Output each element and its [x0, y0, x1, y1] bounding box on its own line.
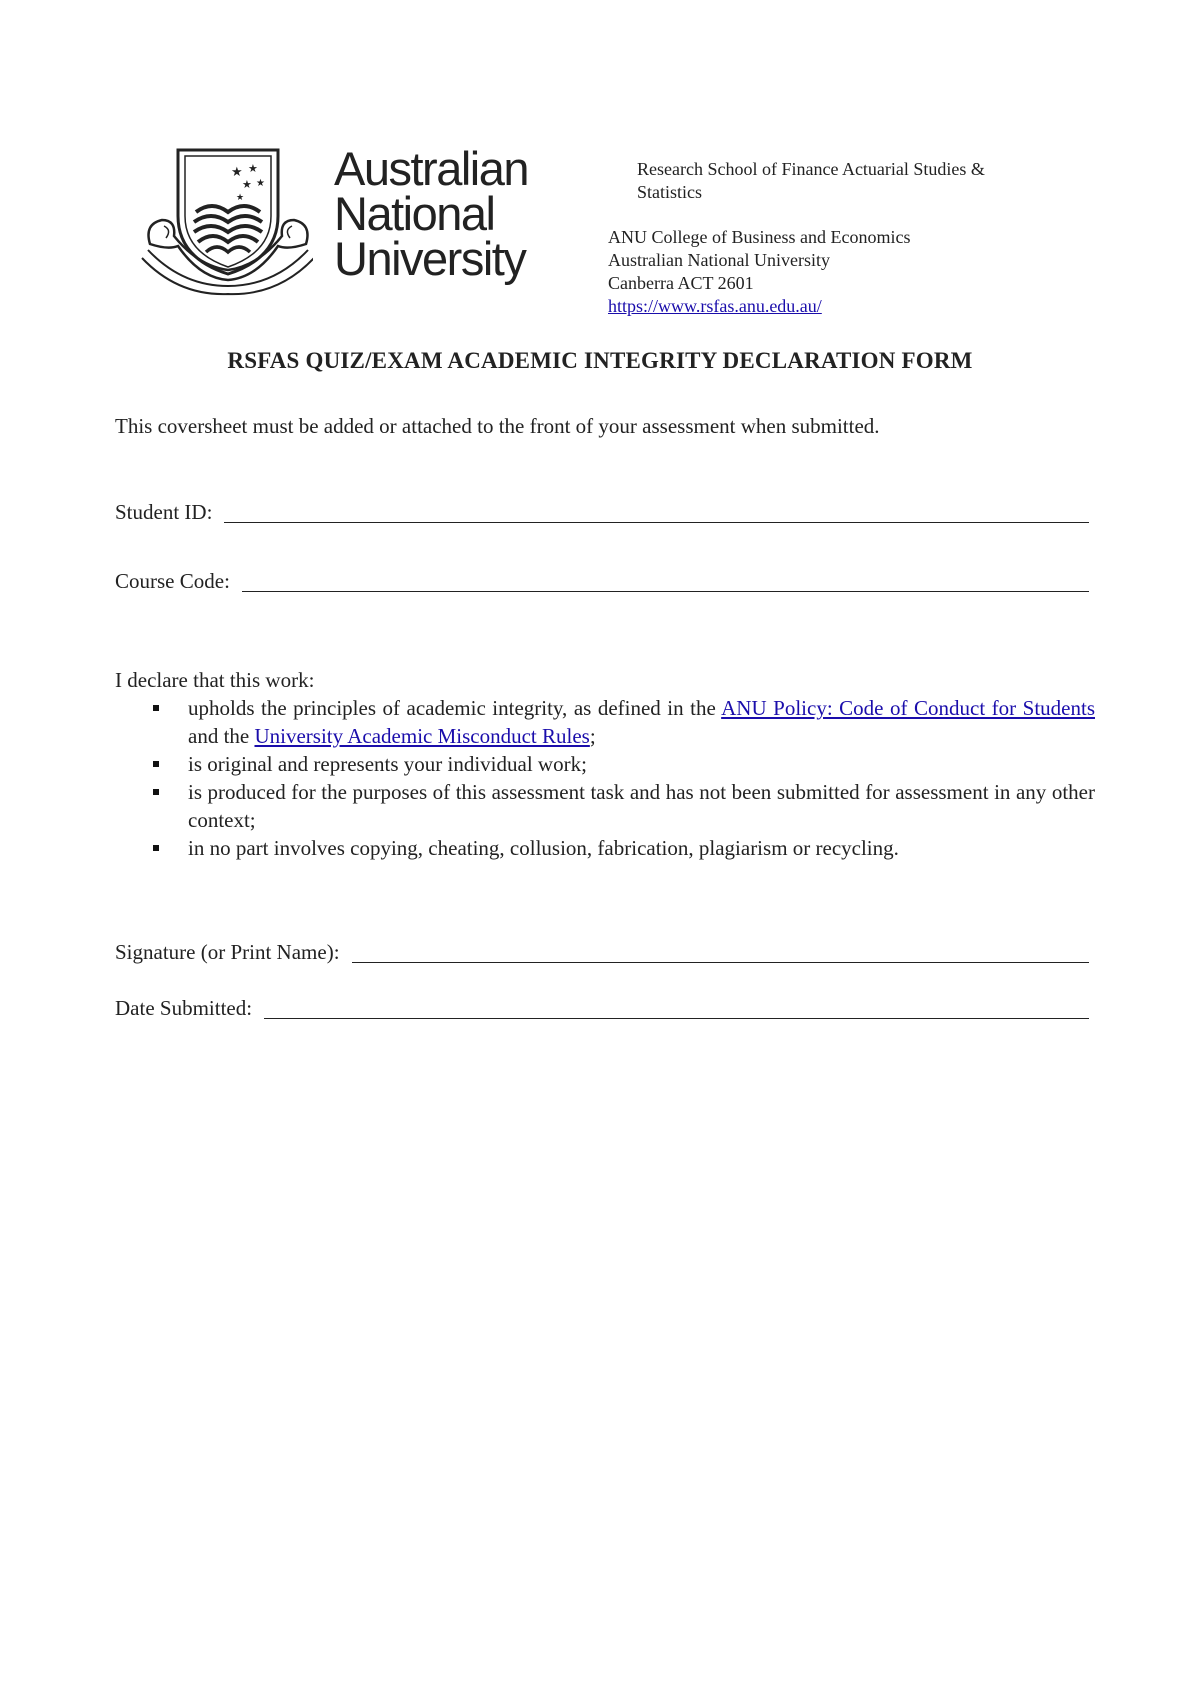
university-wordmark [334, 142, 528, 285]
svg-text:★: ★ [236, 193, 245, 203]
bullet-icon [153, 789, 159, 795]
wordmark-line-1: Australian [334, 142, 528, 195]
bullet-icon [153, 761, 159, 767]
form-title: RSFAS QUIZ/EXAM ACADEMIC INTEGRITY DECLARATION FORM [227, 348, 973, 373]
anu-crest-icon [138, 146, 313, 296]
wordmark-line-2: National [334, 187, 495, 240]
school-name-line-2: Statistics [637, 182, 703, 202]
city-line: Canberra ACT 2601 [608, 273, 754, 293]
course-code-label: Course Code: [115, 569, 230, 593]
declaration-heading: I declare that this work: [115, 668, 315, 692]
misconduct-rules-link[interactable]: University Academic Misconduct Rules [254, 724, 590, 748]
declaration-item: is original and represents your individual work; [115, 750, 1095, 778]
date-submitted-line[interactable] [264, 994, 1089, 1019]
bullet-icon [153, 845, 159, 851]
course-code-field[interactable] [115, 564, 1089, 594]
code-of-conduct-link[interactable]: ANU Policy: Code of Conduct for Students [721, 696, 1095, 720]
declaration-item: in no part involves copying, cheating, collusion, fabrication, plagiarism or recycling. [115, 834, 1095, 862]
svg-text:★: ★ [256, 178, 265, 189]
declaration-item: is produced for the purposes of this assessment task and has not been submitted for assessment in any other context; [115, 778, 1095, 834]
address-block [608, 226, 910, 318]
intro-text: This coversheet must be added or attached to the front of your assessment when submitted. [115, 414, 880, 438]
declaration-item: upholds the principles of academic integrity, as defined in the ANU Policy: Code of Conduct for Students and the University Academic Misconduct Rules; [115, 694, 1095, 750]
date-submitted-field[interactable] [115, 991, 1089, 1021]
student-id-field[interactable] [115, 495, 1089, 525]
student-id-line[interactable] [224, 498, 1089, 523]
college-name: ANU College of Business and Economics [608, 227, 911, 247]
bullet-icon [153, 705, 159, 711]
declaration-list [115, 694, 1095, 862]
svg-text:★: ★ [231, 165, 243, 180]
student-id-label: Student ID: [115, 500, 213, 524]
svg-text:★: ★ [242, 178, 252, 191]
signature-line[interactable] [352, 938, 1089, 963]
university-name: Australian National University [608, 250, 830, 270]
course-code-line[interactable] [242, 567, 1089, 592]
wordmark-line-3: University [334, 232, 526, 285]
website-link[interactable]: https://www.rsfas.anu.edu.au/ [608, 296, 822, 316]
school-name-line-1: Research School of Finance Actuarial Studies & [637, 159, 985, 179]
anu-logo [138, 142, 548, 296]
signature-field[interactable] [115, 935, 1089, 965]
school-name [637, 158, 985, 204]
signature-label: Signature (or Print Name): [115, 940, 340, 964]
svg-text:★: ★ [248, 162, 258, 175]
declaration-section [115, 666, 1095, 862]
date-submitted-label: Date Submitted: [115, 996, 253, 1020]
